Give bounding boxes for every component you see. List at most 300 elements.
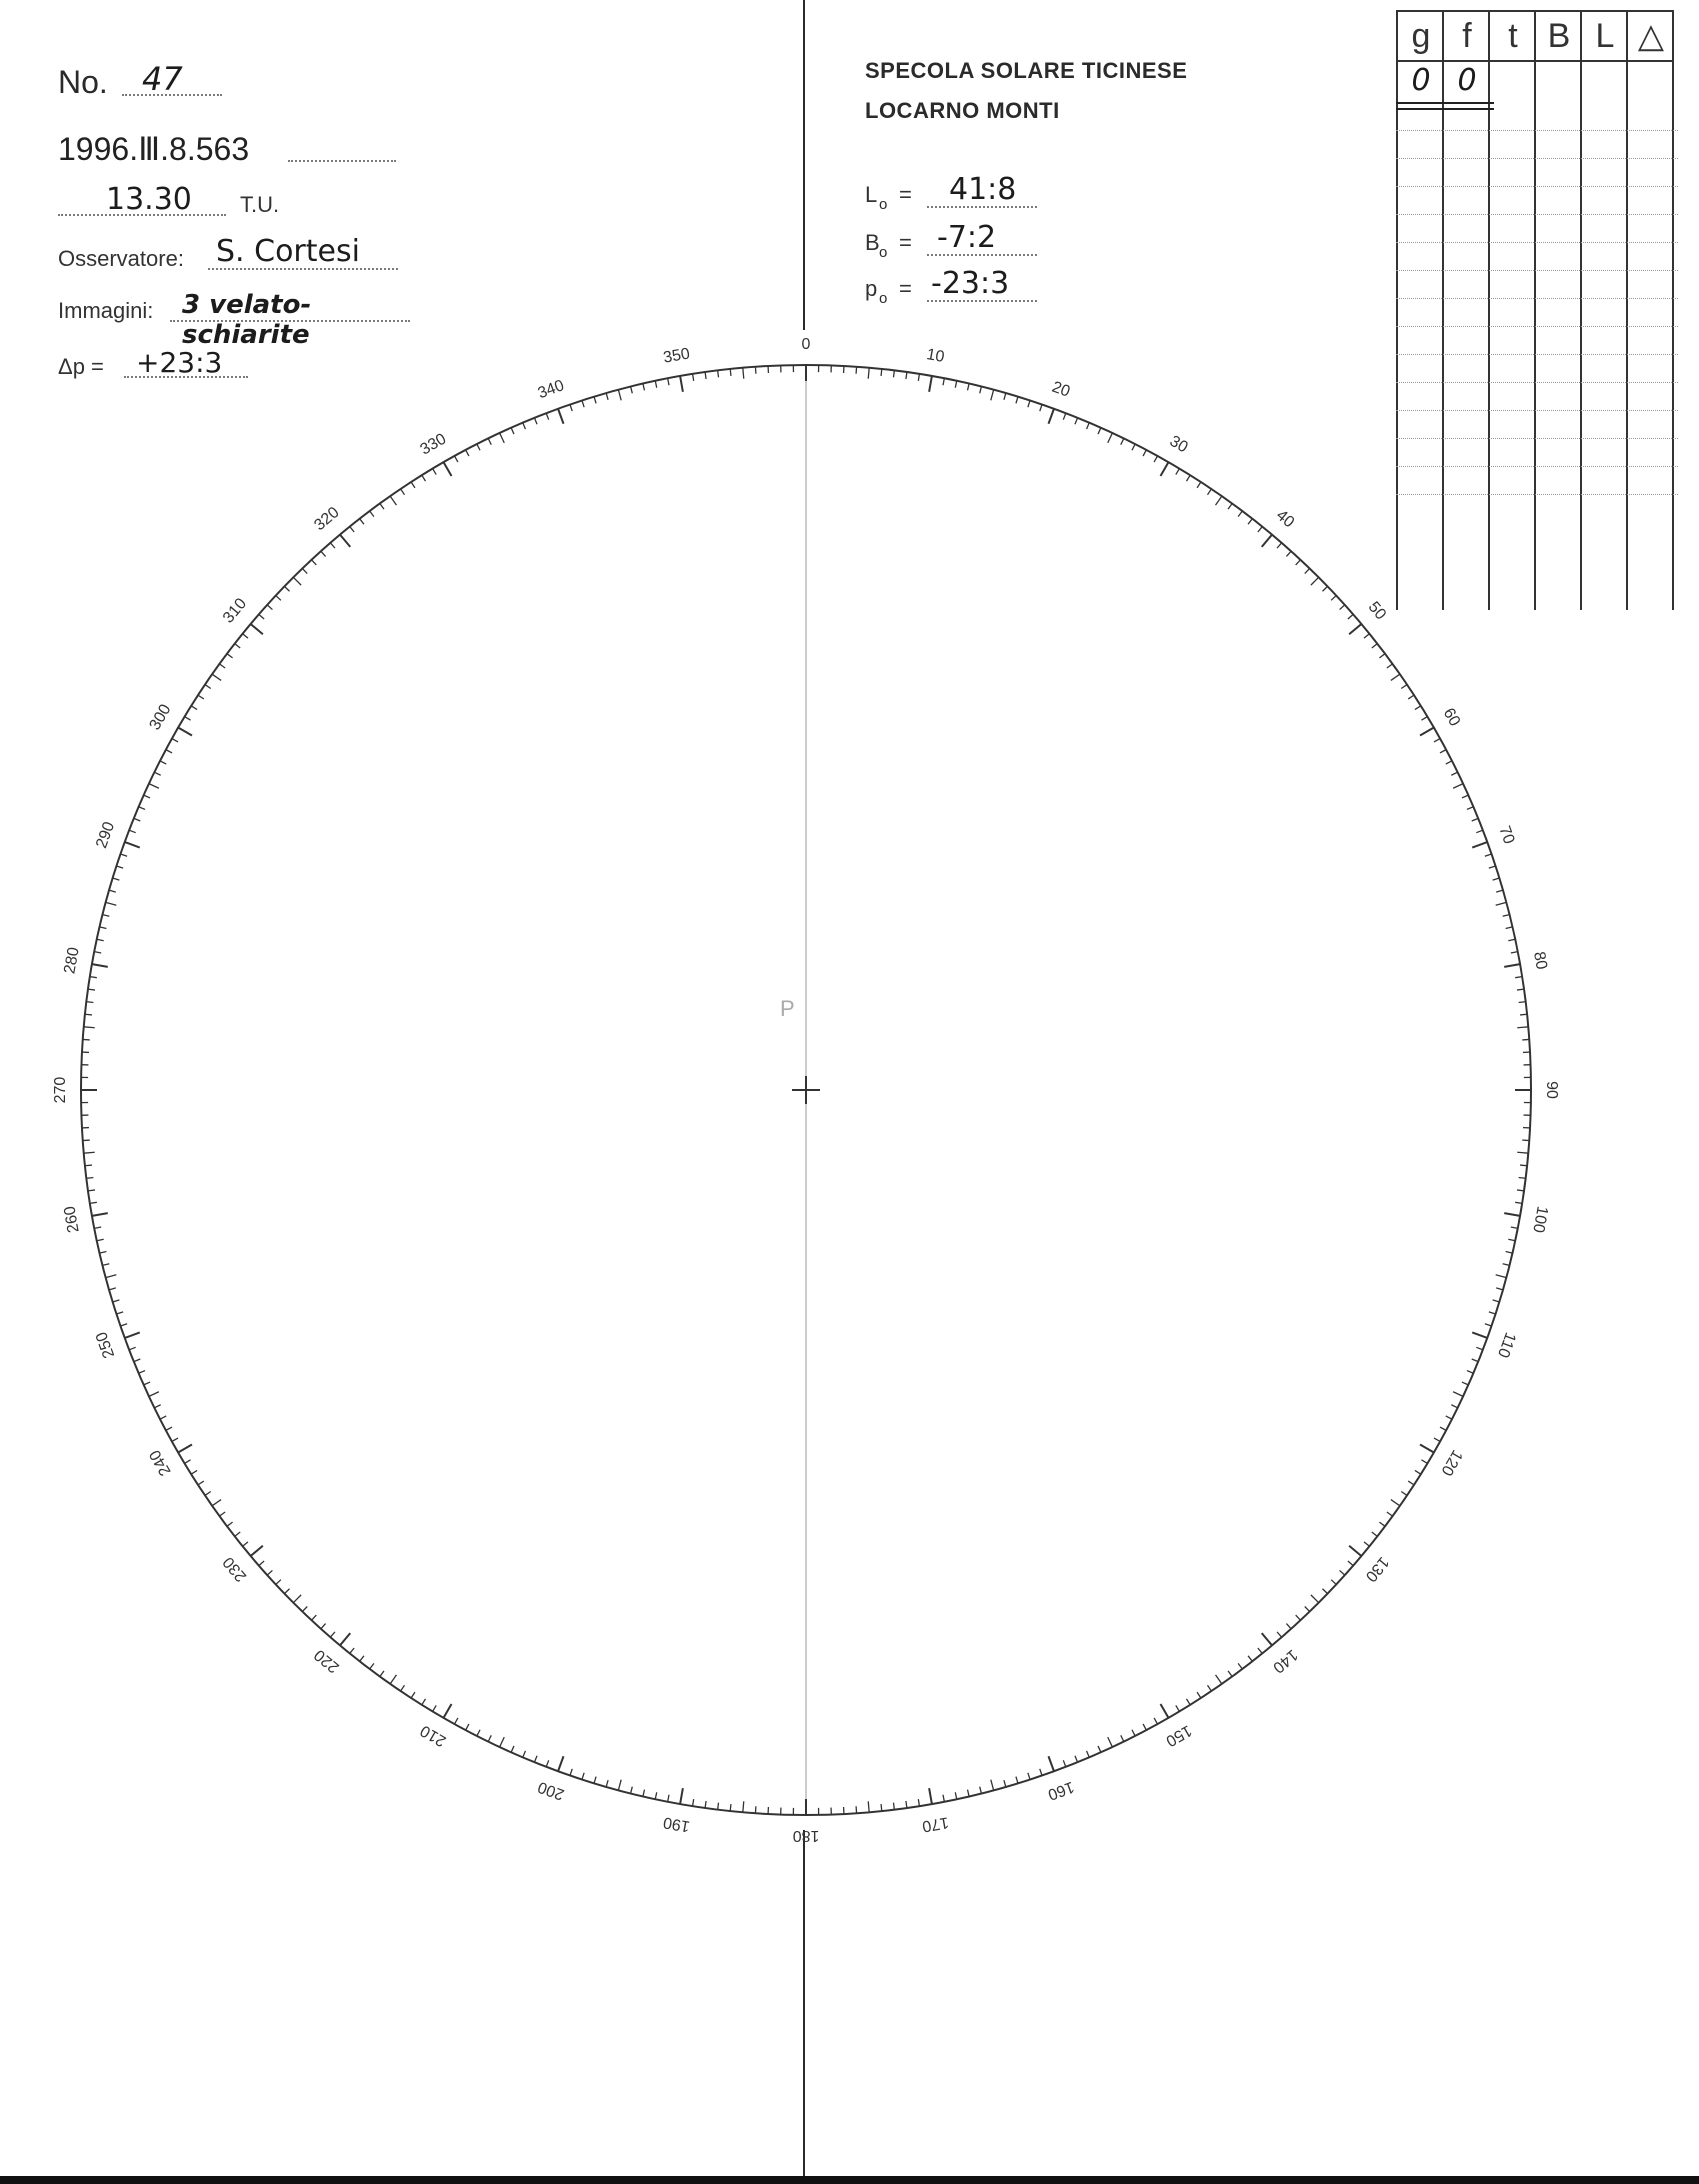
dial-tick [1515, 1202, 1522, 1203]
dial-tick [1387, 1512, 1393, 1516]
dial-tick [401, 489, 405, 495]
dial-tick [1440, 750, 1446, 753]
dial-tick [680, 1788, 683, 1804]
dial-tick [594, 1777, 596, 1784]
dial-label: 100 [1529, 1204, 1551, 1235]
dial-tick [523, 1751, 526, 1757]
dial-tick [868, 1801, 869, 1812]
p0-value: -23:3 [931, 266, 1010, 301]
dial-tick [1248, 519, 1252, 525]
dial-tick [1322, 586, 1327, 591]
number-value: 47 [142, 60, 183, 98]
dial-tick [1311, 577, 1319, 585]
dial-tick [1506, 1252, 1513, 1254]
dial-tick [144, 1382, 150, 1385]
dial-tick [1517, 1152, 1528, 1153]
dial-tick [113, 1300, 120, 1302]
dial-tick [500, 433, 505, 443]
dial-tick [906, 1801, 907, 1808]
dial-tick [1305, 568, 1310, 573]
dial-tick [743, 1801, 744, 1812]
dial-tick [1503, 1264, 1510, 1266]
dial-label: 120 [1437, 1446, 1466, 1479]
dial-tick [302, 1606, 307, 1611]
dial-tick [172, 1438, 178, 1441]
dial-tick [433, 469, 437, 475]
dial-tick [558, 1756, 563, 1771]
dial-tick [918, 374, 919, 381]
dial-tick [1228, 1671, 1232, 1677]
dial-tick [1208, 1685, 1212, 1691]
dial-tick [1075, 418, 1078, 424]
dial-tick [1248, 1656, 1252, 1662]
dial-label: 350 [661, 345, 692, 367]
dial-tick [1048, 409, 1053, 424]
pole-mark-label: P [780, 996, 795, 1021]
dial-tick [1121, 1735, 1124, 1741]
dial-tick [534, 1756, 537, 1762]
dial-tick [1508, 1239, 1515, 1240]
dial-tick [1453, 784, 1463, 789]
dial-tick [1286, 551, 1291, 556]
delta-p-label: Δp = [58, 354, 104, 379]
dial-tick [1379, 1522, 1385, 1526]
dial-tick [1121, 438, 1124, 444]
dial-tick [1511, 952, 1518, 953]
dial-tick [1322, 1589, 1327, 1594]
dial-tick [1462, 1382, 1468, 1385]
dial-tick [1186, 475, 1190, 481]
dial-tick [106, 902, 117, 905]
dial-label: 160 [1045, 1777, 1077, 1803]
dial-tick [293, 577, 301, 585]
table-cell-f-1: 0 [1457, 63, 1477, 98]
dial-tick [86, 1002, 93, 1003]
dial-tick [370, 1663, 374, 1669]
dial-tick [1340, 1570, 1345, 1575]
dial-tick [693, 374, 694, 381]
dial-tick [1364, 634, 1369, 638]
dial-tick [1391, 1500, 1400, 1506]
delta-p-value: +23:3 [136, 346, 223, 379]
dial-tick [350, 1648, 354, 1653]
dial-tick [185, 1460, 191, 1464]
dial-label: 70 [1495, 823, 1518, 847]
dial-tick [594, 397, 596, 404]
dial-tick [1496, 1275, 1507, 1278]
dial-tick [1421, 1460, 1427, 1464]
dial-tick [1408, 1481, 1414, 1485]
dial-tick [149, 1392, 159, 1397]
dial-tick [293, 1595, 301, 1603]
dial-tick [680, 376, 683, 392]
dial-tick [1420, 728, 1434, 736]
dial-tick [444, 462, 452, 476]
dial-tick [968, 1790, 970, 1797]
dial-tick [235, 1532, 241, 1536]
dial-tick [1277, 1632, 1282, 1637]
dial-tick [570, 1769, 572, 1776]
dial-tick [1143, 450, 1146, 456]
dial-tick [631, 1787, 633, 1794]
dial-tick [340, 535, 350, 547]
dial-label: 80 [1530, 950, 1550, 971]
dial-tick [88, 1190, 95, 1191]
dial-tick [570, 404, 572, 411]
dial-tick [1476, 1347, 1483, 1350]
dial-tick [1016, 397, 1018, 404]
dial-tick [172, 739, 178, 742]
dial-tick [1262, 535, 1272, 547]
dial-tick [743, 368, 744, 379]
dial-tick [1489, 866, 1496, 868]
dial-tick [85, 1014, 92, 1015]
institution-location: LOCARNO MONTI [865, 98, 1060, 123]
dial-tick [1421, 717, 1427, 721]
dial-tick [1296, 1615, 1301, 1620]
dial-label: 170 [920, 1813, 951, 1835]
dial-tick [1472, 818, 1478, 821]
dial-tick [267, 605, 272, 610]
dial-label: 220 [311, 1645, 343, 1677]
dial-tick [1446, 1416, 1452, 1419]
dial-tick [643, 1790, 645, 1797]
dial-tick [1277, 543, 1282, 548]
dial-tick [488, 1735, 491, 1741]
dial-label: 280 [61, 945, 83, 976]
dial-tick [125, 842, 140, 847]
dial-tick [1472, 1332, 1487, 1337]
dial-tick [94, 952, 101, 953]
dial-tick [1197, 1692, 1201, 1698]
B0-value: -7:2 [937, 220, 997, 255]
dial-tick [205, 685, 211, 689]
dial-tick [1440, 1427, 1446, 1430]
dial-tick [1472, 1359, 1478, 1362]
dial-tick [178, 728, 192, 736]
dial-tick [1349, 624, 1361, 634]
dial-label: 260 [61, 1204, 83, 1235]
dial-tick [1075, 1756, 1078, 1762]
dial-tick [1040, 404, 1042, 411]
dial-label: 250 [93, 1329, 119, 1361]
dial-tick [1504, 964, 1520, 967]
table-header-delta: △ [1628, 10, 1674, 62]
dial-tick [390, 496, 396, 505]
dial-tick [655, 381, 656, 388]
dial-tick [705, 372, 706, 379]
dial-tick [284, 586, 289, 591]
dial-tick [1496, 890, 1503, 892]
dial-tick [154, 772, 160, 775]
dial-tick [618, 390, 621, 401]
dial-tick [360, 519, 364, 525]
dial-tick [1517, 989, 1524, 990]
dial-tick [1391, 674, 1400, 680]
dial-tick [894, 370, 895, 377]
dial-tick [1379, 654, 1385, 658]
dial-tick [401, 1685, 405, 1691]
dial-tick [1493, 878, 1500, 880]
dial-tick [1331, 1580, 1336, 1585]
dial-tick [1434, 739, 1440, 742]
dial-tick [1087, 1751, 1090, 1757]
dial-tick [534, 418, 537, 424]
dial-label: 40 [1272, 506, 1298, 532]
dial-label: 110 [1493, 1330, 1519, 1360]
dial-tick [643, 384, 645, 391]
dial-tick [103, 915, 110, 917]
images-label: Immagini: [58, 298, 154, 323]
dial-tick [1451, 1405, 1457, 1408]
dial-tick [139, 807, 145, 810]
dial-tick [477, 1730, 480, 1736]
dial-tick [312, 1615, 317, 1620]
dial-tick [1262, 1633, 1272, 1645]
dial-tick [88, 989, 95, 990]
dial-tick [1063, 413, 1066, 420]
dial-tick [205, 1492, 211, 1496]
dial-tick [1517, 1190, 1524, 1191]
dial-tick [380, 1671, 384, 1677]
dial-tick [1331, 596, 1336, 601]
dial-tick [991, 1780, 994, 1791]
dial-tick [84, 1152, 95, 1153]
dial-tick [668, 1795, 669, 1802]
dial-tick [191, 706, 197, 710]
dial-tick [198, 1481, 204, 1485]
dial-tick [149, 784, 159, 789]
dial-tick [718, 1803, 719, 1810]
dial-tick [1517, 1027, 1528, 1028]
dial-tick [1161, 1704, 1169, 1718]
dial-tick [1176, 469, 1180, 475]
dial-tick [1161, 462, 1169, 476]
dial-tick [1186, 1699, 1190, 1705]
dial-tick [251, 1546, 263, 1556]
dial-label: 320 [311, 503, 343, 535]
dial-tick [103, 1264, 110, 1266]
dial-tick [160, 1416, 166, 1419]
dial-tick [582, 400, 584, 407]
dial-tick [198, 695, 204, 699]
dial-tick [1311, 1595, 1319, 1603]
dial-tick [235, 644, 241, 648]
dial-tick [1238, 511, 1242, 517]
dial-tick [1472, 842, 1487, 847]
dial-tick [1216, 1675, 1222, 1684]
dial-tick [1493, 1300, 1500, 1302]
dial-tick [411, 482, 415, 488]
dial-tick [1286, 1624, 1291, 1629]
dial-tick [97, 939, 104, 940]
dial-tick [109, 1288, 116, 1290]
dial-label: 290 [93, 819, 119, 851]
dial-tick [100, 1252, 107, 1254]
dial-tick [113, 878, 120, 880]
dial-tick [284, 1589, 289, 1594]
dial-tick [139, 1371, 145, 1374]
dial-tick [1216, 496, 1222, 505]
dial-tick [1296, 560, 1301, 565]
dial-tick [92, 1213, 108, 1216]
dial-tick [259, 614, 264, 619]
L0-row: L o = 41:8 [865, 172, 1065, 212]
dial-tick [1496, 902, 1507, 905]
dial-tick [84, 1027, 95, 1028]
dial-tick [350, 527, 354, 532]
dial-tick [185, 717, 191, 721]
dial-tick [390, 1675, 396, 1684]
dial-label: 310 [219, 595, 251, 627]
dial-tick [1238, 1663, 1242, 1669]
dial-tick [1098, 1746, 1101, 1752]
dial-tick [92, 964, 108, 967]
dial-tick [943, 378, 944, 385]
dial-tick [991, 390, 994, 401]
dial-tick [227, 1522, 233, 1526]
dial-tick [134, 818, 140, 821]
dial-tick [276, 596, 281, 601]
dial-tick [125, 1332, 140, 1337]
dial-tick [106, 1275, 117, 1278]
dial-tick [227, 654, 233, 658]
dial-label: 240 [146, 1446, 175, 1479]
dial-tick [219, 664, 225, 668]
dial-tick [511, 1746, 514, 1752]
dial-tick [1515, 977, 1522, 978]
dial-tick [1349, 1546, 1361, 1556]
dial-tick [546, 413, 549, 420]
dial-tick [1401, 685, 1407, 689]
dial-tick [1040, 1769, 1042, 1776]
dial-tick [411, 1692, 415, 1698]
dial-tick [943, 1795, 944, 1802]
dial-tick [1519, 1178, 1526, 1179]
dial-tick [1208, 489, 1212, 495]
dial-tick [178, 1445, 192, 1453]
dial-tick [1467, 807, 1473, 810]
dial-tick [251, 624, 263, 634]
dial-tick [90, 977, 97, 978]
dial-tick [1446, 761, 1452, 764]
dial-tick [455, 456, 458, 462]
dial-tick [212, 674, 221, 680]
dial-tick [129, 1347, 136, 1350]
dial-tick [894, 1803, 895, 1810]
dial-label: 300 [146, 701, 175, 734]
dial-tick [668, 378, 669, 385]
dial-tick [1048, 1756, 1053, 1771]
dial-tick [144, 795, 150, 798]
dial-tick [1063, 1760, 1066, 1767]
dial-tick [1401, 1492, 1407, 1496]
dial-label: 0 [801, 336, 811, 354]
dial-tick [1258, 527, 1262, 532]
dial-tick [1132, 444, 1135, 450]
dial-tick [444, 1704, 452, 1718]
dial-tick [718, 370, 719, 377]
dial-label: 340 [535, 377, 567, 403]
dial-label: 50 [1364, 598, 1390, 624]
dial-tick [1016, 1777, 1018, 1784]
dial-tick [160, 761, 166, 764]
dial-tick [330, 1632, 335, 1637]
dial-tick [422, 475, 426, 481]
dial-tick [1506, 927, 1513, 929]
dial-tick [1485, 1324, 1492, 1326]
dial-label: 150 [1162, 1721, 1195, 1750]
dial-tick [1504, 1213, 1520, 1216]
dial-tick [1108, 1737, 1113, 1747]
dial-tick [166, 750, 172, 753]
dial-tick [259, 1561, 264, 1566]
dial-tick [433, 1705, 437, 1711]
dial-tick [109, 890, 116, 892]
institution-name: SPECOLA SOLARE TICINESE [865, 58, 1188, 83]
dial-tick [1415, 706, 1421, 710]
dial-label: 230 [219, 1553, 251, 1585]
dial-tick [1176, 1705, 1180, 1711]
dial-tick [881, 1804, 882, 1811]
dial-tick [1087, 423, 1090, 429]
dial-label: 140 [1269, 1645, 1301, 1677]
dial-tick [1028, 1773, 1030, 1780]
dial-tick [302, 568, 307, 573]
dial-tick [243, 1542, 248, 1546]
dial-tick [267, 1570, 272, 1575]
number-label: No. [58, 64, 108, 100]
dial-tick [955, 381, 956, 388]
dial-label: 90 [1542, 1081, 1560, 1099]
dial-tick [191, 1470, 197, 1474]
dial-tick [929, 376, 932, 392]
dial-tick [1451, 772, 1457, 775]
dial-tick [1372, 1532, 1378, 1536]
dial-tick [466, 1724, 469, 1730]
dial-tick [129, 830, 136, 833]
dial-tick [523, 423, 526, 429]
dial-tick [116, 866, 123, 868]
dial-tick [276, 1580, 281, 1585]
dial-tick [1387, 664, 1393, 668]
table-cell-g-1: 0 [1411, 63, 1431, 98]
dial-tick [154, 1405, 160, 1408]
dial-label: 60 [1439, 705, 1464, 730]
dial-tick [120, 854, 127, 856]
dial-tick [1004, 1780, 1006, 1787]
dial-tick [730, 369, 731, 376]
dial-label: 180 [792, 1826, 820, 1844]
dial-label: 30 [1166, 432, 1191, 457]
dial-tick [1503, 915, 1510, 917]
dial-tick [243, 634, 248, 638]
observer-label: Osservatore: [58, 246, 184, 271]
dial-tick [134, 1359, 140, 1362]
dial-tick [97, 1239, 104, 1240]
dial-tick [90, 1202, 97, 1203]
dial-tick [606, 1780, 608, 1787]
dial-tick [488, 438, 491, 444]
dial-label: 190 [661, 1813, 692, 1835]
dial-tick [1348, 614, 1353, 619]
dial-tick [1348, 1561, 1353, 1566]
dial-tick [1364, 1542, 1369, 1546]
dial-label: 200 [535, 1777, 567, 1803]
table-header-f: f [1444, 10, 1490, 62]
dial-tick [1108, 433, 1113, 443]
dial-tick [1197, 482, 1201, 488]
